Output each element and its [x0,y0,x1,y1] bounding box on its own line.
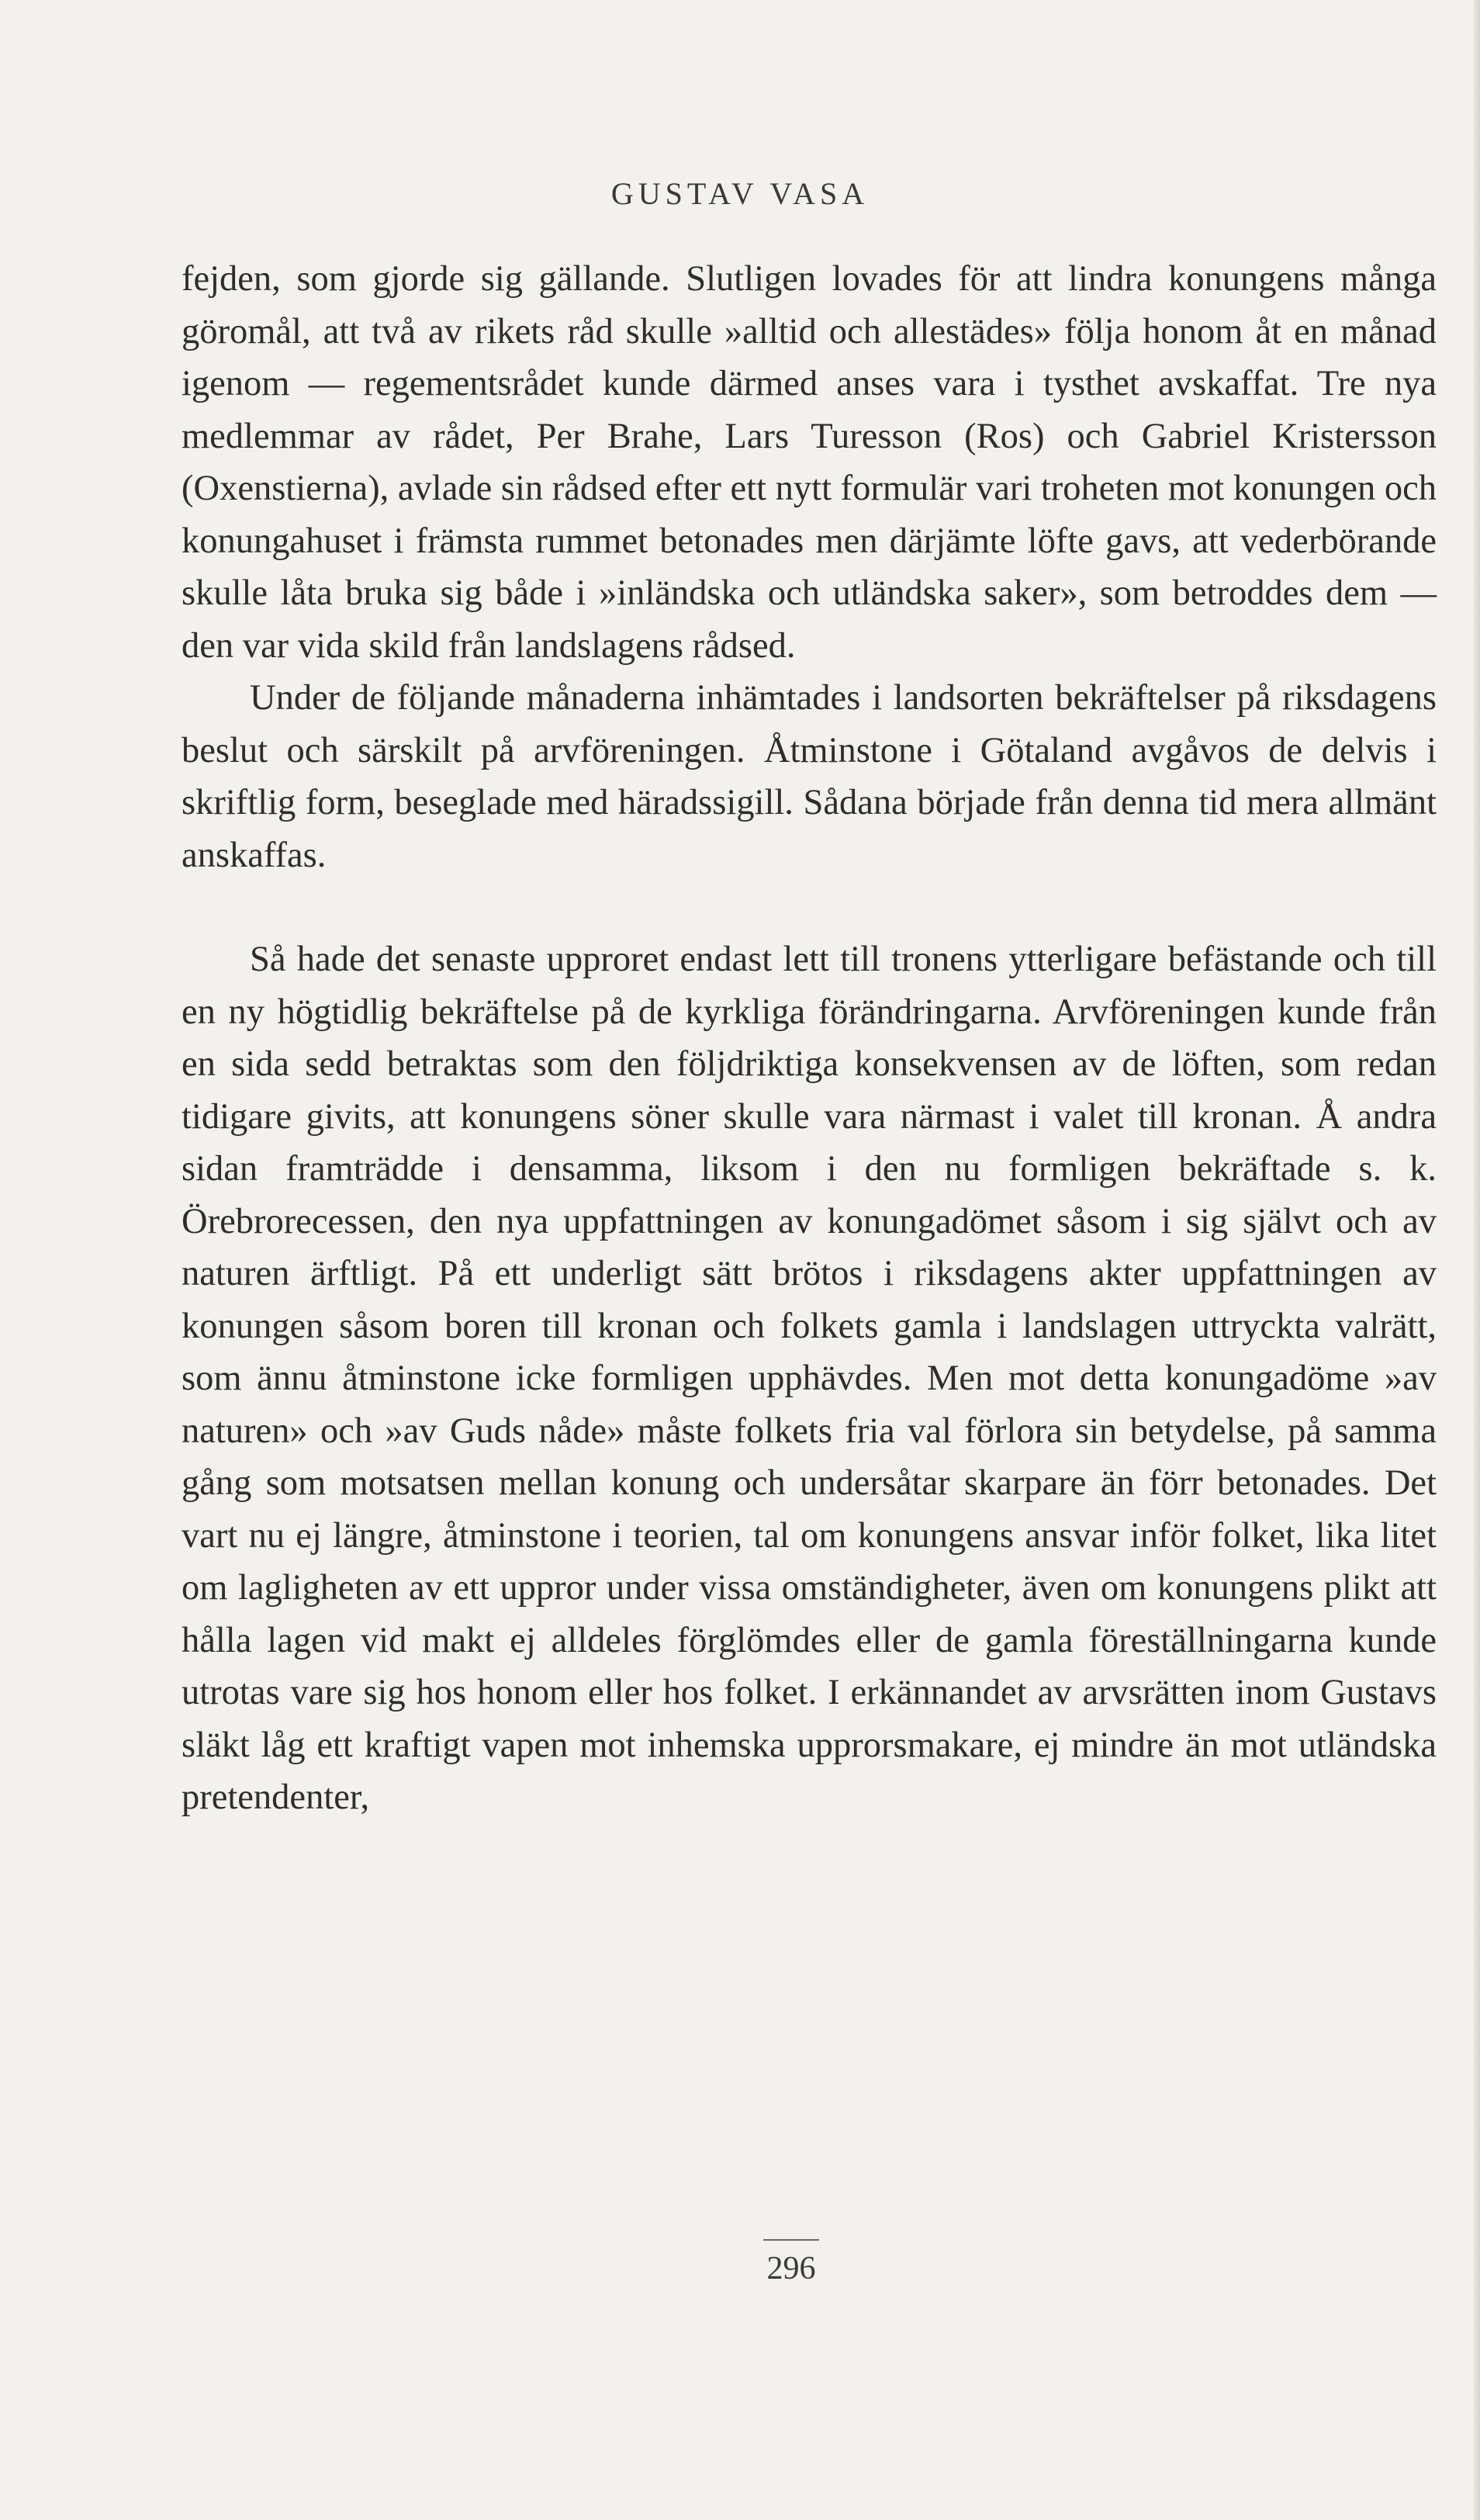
paragraph-arvforeningen: Under de följande månaderna inhämtades i landsorten bekräftelser på riksdagens beslut och särskilt på arvföreningen. Åtminstone i Götaland avgåvos de delvis i skriftlig form, beseglade med häradssigill. Sådana började från denna tid mera allmänt anskaffas. [182,678,1437,875]
paragraph-upproret: Så hade det senaste upproret endast lett till tronens ytterligare befästande och till en ny högtidlig bekräftelse på de kyrkliga förändringarna. Arvföreningen kunde från en sida sedd betraktas som den följdriktiga konsekvensen av de löften, som redan tidigare givits, att konungens söner skulle vara närmast i valet till kronan. Å andra sidan framträdde i densamma, liksom i den nu formligen bekräftade s. k. Örebrorecessen, den nya uppfattningen av konungadömet såsom i sig självt och av naturen ärftligt. På ett underligt sätt brötos i riksdagens akter uppfattningen av konungen såsom boren till kronan och folkets gamla i landslagen uttryckta valrätt, som ännu åtminstone icke formligen upphävdes. Men mot detta konungadöme »av naturen» och »av Guds nåde» måste folkets fria val förlora sin betydelse, på samma gång som motsatsen mellan konung och undersåtar skarpare än förr betonades. Det vart nu ej längre, åtminstone i teorien, tal om konungens ansvar inför folket, lika litet om lagligheten av ett uppror under vissa omständigheter, även om konungens plikt att hålla lagen vid makt ej alldeles förglömdes eller de gamla föreställningarna kunde utrotas vare sig hos honom eller hos folket. I erkännandet av arvsrätten inom Gustavs släkt låg ett kraftigt vapen mot inhemska upprorsmakare, ej mindre än mot utländska pretendenter, [182,940,1437,1817]
running-head: GUSTAV VASA [610,176,870,211]
page-number: 296 [766,2251,816,2286]
footer-rule [763,2239,819,2241]
page-edge [1474,0,1480,2520]
paragraph-continuation: fejden, som gjorde sig gällande. Slutligen lovades för att lindra konungens många göromål, att två av rikets råd skulle »alltid och allestädes» följa honom åt en månad igenom — regementsrådet kunde därmed anses vara i tysthet avskaffat. Tre nya medlemmar av rådet, Per Brahe, Lars Turesson (Ros) och Gabriel Kristersson (Oxenstierna), avlade sin rådsed efter ett nytt formulär vari troheten mot konungen och konungahuset i främsta rummet betonades men därjämte löfte gavs, att vederbörande skulle låta bruka sig både i »inländska och utländska saker», som betroddes dem — den var vida skild från landslagens rådsed. [182,259,1437,666]
body-text [182,253,1437,1824]
